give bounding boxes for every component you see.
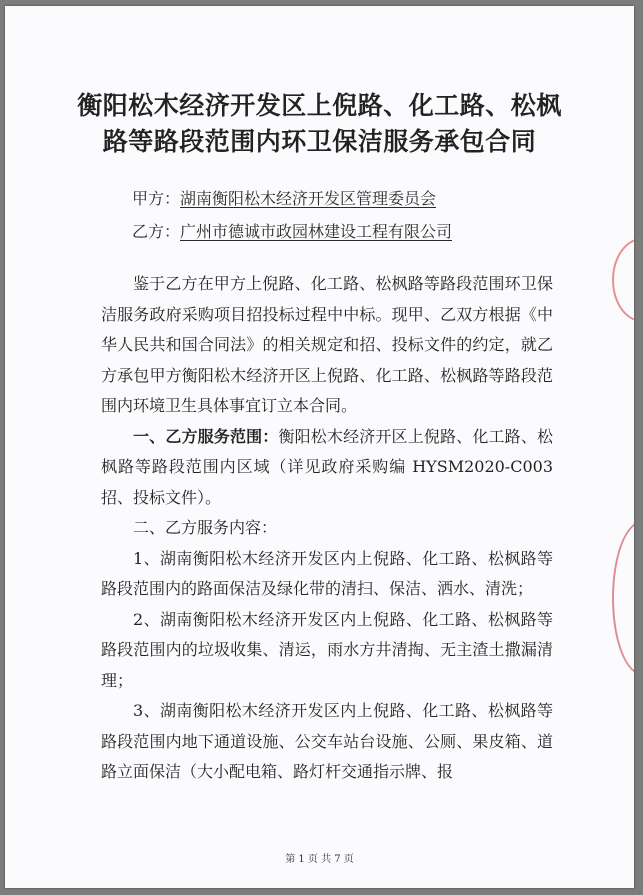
section-1-text: 衡阳松木经济开区上倪路、化工路、松枫路等路段范围内区域（详见政府采购编 HYSM2020-C003 招、投标文件）。 bbox=[101, 426, 553, 507]
service-item-3: 3、湖南衡阳松木经济开发区内上倪路、化工路、松枫路等路段范围内地下通道设施、公交车站台设施、公厕、果皮箱、道路立面保洁（大小配电箱、路灯杆交通指示牌、报 bbox=[101, 701, 553, 781]
page-footer: 第 1 页 共 7 页 bbox=[285, 854, 354, 865]
title-line-2: 路等路段范围内环卫保洁服务承包合同 bbox=[102, 127, 537, 156]
section-1-heading: 一、乙方服务范围： bbox=[133, 426, 279, 446]
party-b-name: 广州市德诚市政园林建设工程有限公司 bbox=[180, 222, 453, 241]
seal-edge-middle bbox=[612, 521, 634, 675]
party-a bbox=[132, 186, 436, 209]
section-1 bbox=[101, 422, 553, 514]
contract-title bbox=[5, 88, 634, 160]
party-a-label: 甲方： bbox=[132, 189, 181, 208]
seal-edge-top bbox=[612, 238, 634, 322]
section-2-heading: 二、乙方服务内容： bbox=[133, 518, 278, 537]
contract-body bbox=[101, 269, 553, 788]
title-line-1: 衡阳松木经济开发区上倪路、化工路、松枫 bbox=[77, 91, 562, 120]
service-item-1: 1、湖南衡阳松木经济开发区内上倪路、化工路、松枫路等路段范围内的路面保洁及绿化带的清扫、保洁、洒水、清洗； bbox=[101, 548, 553, 598]
preamble-paragraph: 鉴于乙方在甲方上倪路、化工路、松枫路等路段范围环卫保洁服务政府采购项目招投标过程中中标。现甲、乙双方根据《中华人民共和国合同法》的相关规定和招、投标文件的约定，就乙方承包甲方衡阳松木经济开区上倪路、化工路、松枫路等路段范围内环境卫生具体事宜订立本合同。 bbox=[101, 274, 553, 415]
party-b-label: 乙方： bbox=[132, 222, 181, 241]
service-item-2: 2、湖南衡阳松木经济开发区内上倪路、化工路、松枫路等路段范围内的垃圾收集、清运，雨水方井清掏、无主渣土撒漏清理； bbox=[101, 609, 553, 690]
party-a-name: 湖南衡阳松木经济开发区管理委员会 bbox=[180, 189, 437, 208]
document-page bbox=[5, 6, 634, 888]
party-b bbox=[132, 219, 452, 242]
